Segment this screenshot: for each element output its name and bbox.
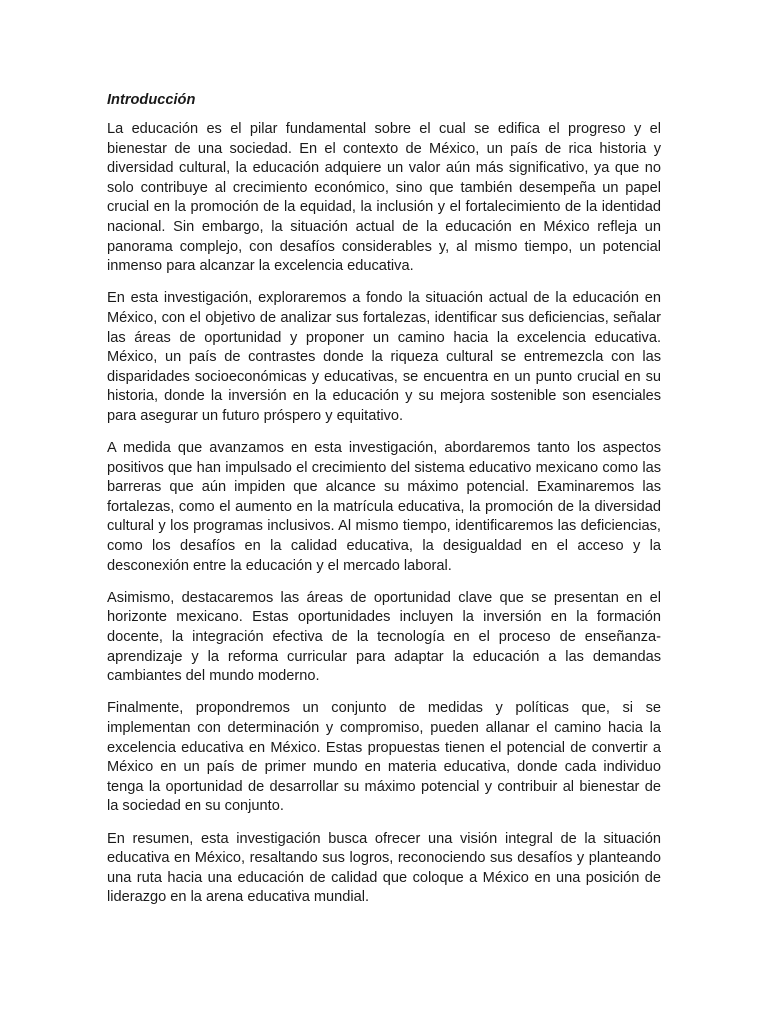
paragraph-4: Asimismo, destacaremos las áreas de oportunidad clave que se presentan en el horizonte mexicano. Estas oportunidades incluyen la inversión en la formación docente, la integración efectiva de la tecnología en el proceso de enseñanza-aprendizaje y la reforma curricular para adaptar la educación a las demandas cambiantes del mundo moderno. bbox=[107, 589, 661, 685]
section-heading: Introducción bbox=[107, 92, 196, 108]
document-body bbox=[107, 90, 661, 921]
paragraph-5: Finalmente, propondremos un conjunto de medidas y políticas que, si se implementan con determinación y compromiso, pueden allanar el camino hacia la excelencia educativa en México. Estas propuestas tienen el potencial de convertir a México en un país de primer mundo en materia educativa, donde cada individuo tenga la oportunidad de desarrollar su máximo potencial y contribuir al bienestar de la sociedad en su conjunto. bbox=[107, 700, 661, 815]
paragraph-2: En esta investigación, exploraremos a fondo la situación actual de la educación en México, con el objetivo de analizar sus fortalezas, identificar sus deficiencias, señalar las áreas de oportunidad y proponer un camino hacia la excelencia educativa. México, un país de contrastes donde la riqueza cultural se entremezcla con las disparidades socioeconómicas y educativas, se encuentra en un punto crucial en su historia, donde la inversión en la educación y su mejora sostenible son esenciales para asegurar un futuro próspero y equitativo. bbox=[107, 290, 661, 424]
paragraph-1: La educación es el pilar fundamental sobre el cual se edifica el progreso y el bienestar de una sociedad. En el contexto de México, un país de rica historia y diversidad cultural, la educación adquiere un valor aún más significativo, ya que no solo contribuye al crecimiento económico, sino que también desempeña un papel crucial en la promoción de la equidad, la inclusión y el fortalecimiento de la identidad nacional. Sin embargo, la situación actual de la educación en México refleja un panorama complejo, con desafíos considerables y, al mismo tiempo, un potencial inmenso para alcanzar la excelencia educativa. bbox=[107, 121, 661, 275]
paragraph-6: En resumen, esta investigación busca ofrecer una visión integral de la situación educativa en México, resaltando sus logros, reconociendo sus desafíos y planteando una ruta hacia una educación de calidad que coloque a México en una posición de liderazgo en la arena educativa mundial. bbox=[107, 830, 661, 906]
paragraph-3: A medida que avanzamos en esta investigación, abordaremos tanto los aspectos positivos que han impulsado el crecimiento del sistema educativo mexicano como las barreras que aún impiden que alcance su máximo potencial. Examinaremos las fortalezas, como el aumento en la matrícula educativa, la promoción de la diversidad cultural y los programas inclusivos. Al mismo tiempo, identificaremos las deficiencias, como los desafíos en la calidad educativa, la desigualdad en el acceso y la desconexión entre la educación y el mercado laboral. bbox=[107, 440, 661, 574]
